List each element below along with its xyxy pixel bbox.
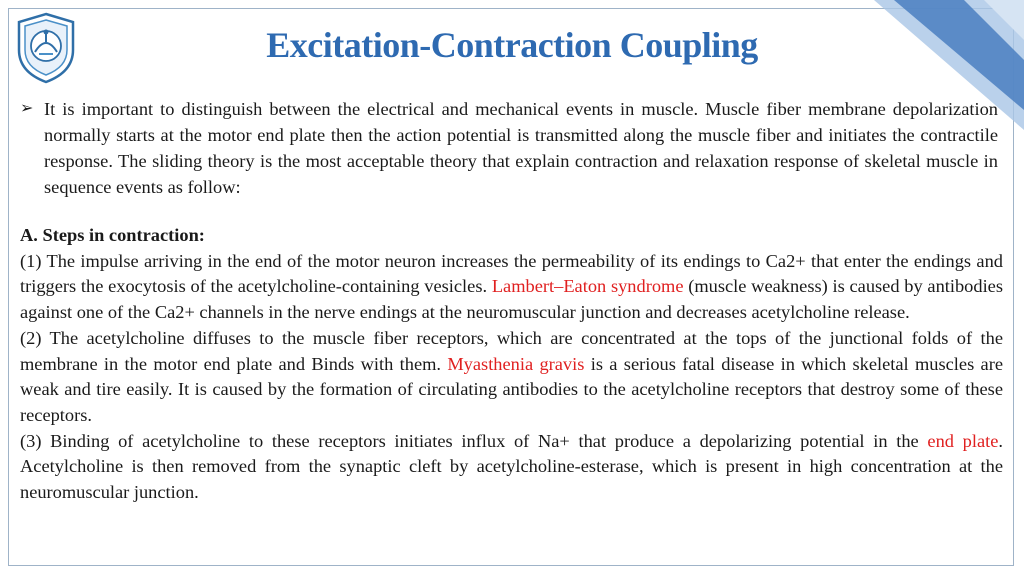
step-3-text-cont: . Acetylcholine is then removed from the synaptic cleft by acetylcholine-esterase, which is present in high concentration at the neuromuscular junction. — [20, 430, 1004, 503]
step-2-text: (2) The acetylcholine diffuses to the muscle fiber receptors, which are concentrated at the tops of the junctional folds of the membrane in the motor end plate and Binds with them. — [20, 327, 1003, 374]
step-1 — [20, 249, 1003, 326]
contraction-steps — [20, 223, 1003, 506]
end-plate-highlight: end plate — [927, 430, 999, 451]
intro-paragraph: It is important to distinguish between the electrical and mechanical events in muscle. Muscle fiber membrane depolarization normally starts at the motor end plate then the action potential is transmitted along the muscle fiber and initiates the contractile response. The sliding theory is the most acceptable theory that explain contraction and relaxation response of skeletal muscle in sequence events as follow: — [44, 99, 998, 197]
step-2-text-cont: is a serious fatal disease in which skeletal muscles are weak and tire easily. It is caused by the formation of circulating antibodies to the acetylcholine receptors that destroy some of these receptors. — [20, 353, 1003, 425]
section-heading: A. Steps in contraction: — [20, 225, 205, 245]
lambert-eaton-highlight: Lambert–Eaton syndrome — [491, 276, 684, 297]
myasthenia-gravis-highlight: Myasthenia gravis — [447, 353, 585, 374]
step-3-text: (3) Binding of acetylcholine to these receptors initiates influx of Na+ that produce a depolarizing potential in the — [20, 430, 928, 451]
bullet-arrow-icon: ➢ — [20, 100, 34, 117]
step-2 — [20, 326, 1003, 429]
step-1-text: (1) The impulse arriving in the end of the motor neuron increases the permeability of its endings to Ca2+ that enter the endings and triggers the exocytosis of the acetylcholine-containing vesicles. — [20, 250, 1003, 297]
step-1-text-cont: (muscle weakness) is caused by antibodies against one of the Ca2+ channels in the nerve endings at the neuromuscular junction and decreases acetylcholine release. — [20, 276, 1003, 323]
step-3 — [20, 429, 1003, 506]
slide-title: Excitation-Contraction Coupling — [266, 25, 758, 65]
